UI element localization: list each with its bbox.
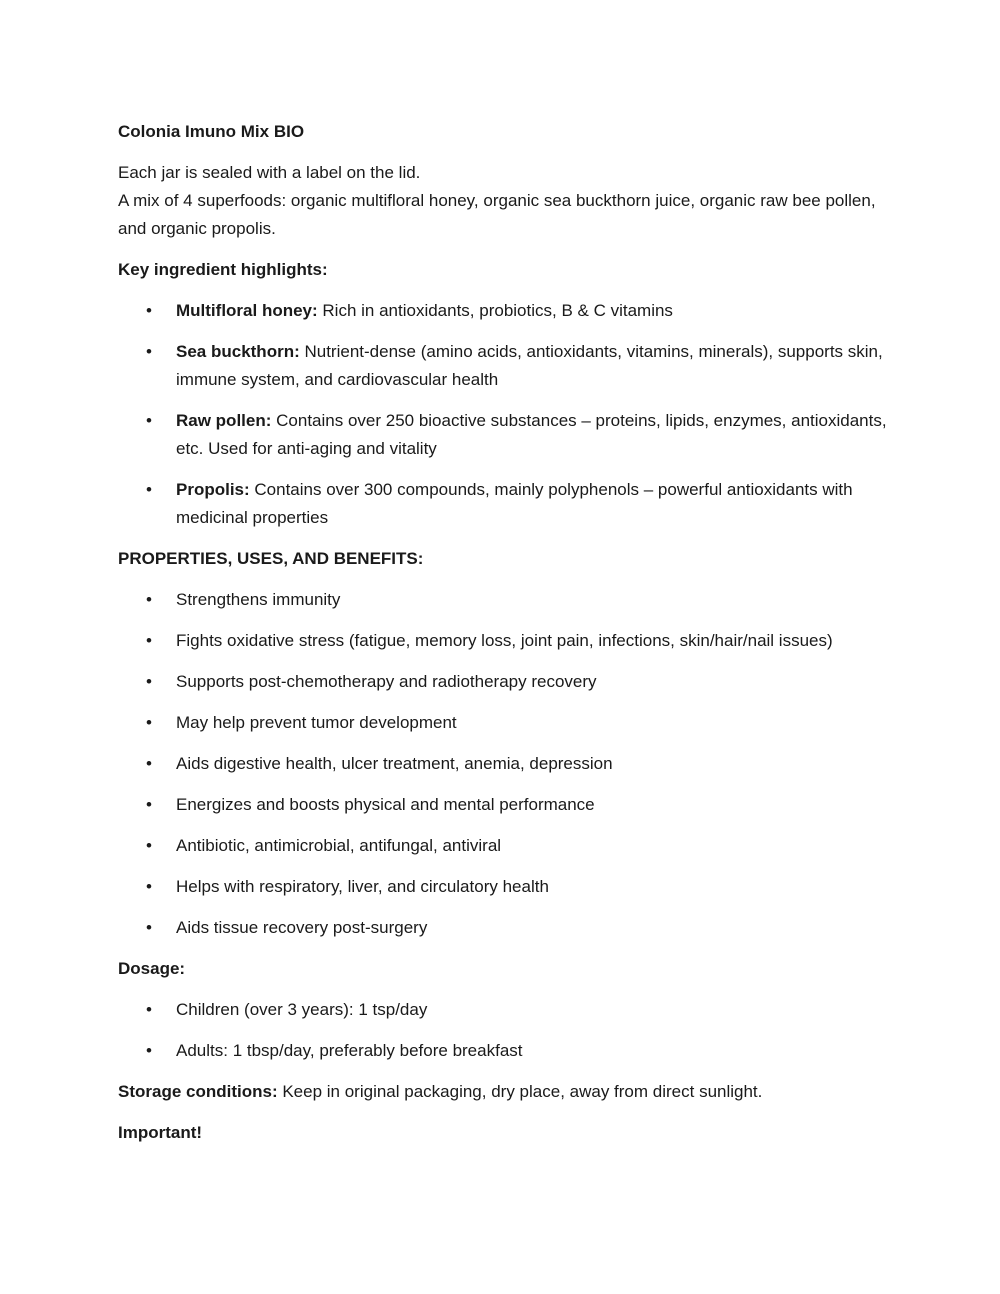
list-item	[118, 586, 888, 614]
bullet-icon: •	[146, 795, 152, 814]
storage-paragraph	[118, 1078, 888, 1106]
ingredient-label: Raw pollen:	[176, 411, 272, 430]
benefit-text: Strengthens immunity	[176, 590, 341, 609]
benefit-text: Aids tissue recovery post-surgery	[176, 918, 428, 937]
ingredients-heading: Key ingredient highlights:	[118, 260, 328, 279]
benefit-text: Fights oxidative stress (fatigue, memory loss, joint pain, infections, skin/hair/nail issues)	[176, 631, 833, 650]
benefits-heading: PROPERTIES, USES, AND BENEFITS:	[118, 549, 424, 568]
bullet-icon: •	[146, 590, 152, 609]
dosage-heading: Dosage:	[118, 959, 186, 978]
benefit-text: Aids digestive health, ulcer treatment, anemia, depression	[176, 754, 613, 773]
dosage-list	[118, 996, 888, 1065]
bullet-icon: •	[146, 713, 152, 732]
intro-line-1: Each jar is sealed with a label on the lid.	[118, 163, 421, 182]
list-item	[118, 1037, 888, 1065]
list-item	[118, 750, 888, 778]
list-item	[118, 914, 888, 942]
bullet-icon: •	[146, 672, 152, 691]
bullet-icon: •	[146, 877, 152, 896]
bullet-icon: •	[146, 1000, 152, 1019]
bullet-icon: •	[146, 754, 152, 773]
ingredient-label: Sea buckthorn:	[176, 342, 300, 361]
ingredient-text: Contains over 250 bioactive substances – proteins, lipids, enzymes, antioxidants, etc. Used for anti-aging and vitality	[176, 411, 887, 458]
bullet-icon: •	[146, 301, 152, 320]
list-item	[118, 297, 888, 325]
ingredient-text: Nutrient-dense (amino acids, antioxidants, vitamins, minerals), supports skin, immune system, and cardiovascular health	[176, 342, 883, 389]
benefit-text: Helps with respiratory, liver, and circulatory health	[176, 877, 549, 896]
bullet-icon: •	[146, 480, 152, 499]
intro-paragraph	[118, 159, 888, 243]
list-item	[118, 996, 888, 1024]
document-title: Colonia Imuno Mix BIO	[118, 122, 305, 141]
list-item	[118, 407, 888, 463]
benefit-text: Supports post-chemotherapy and radiotherapy recovery	[176, 672, 597, 691]
intro-line-2: A mix of 4 superfoods: organic multifloral honey, organic sea buckthorn juice, organic raw bee pollen, and organic propolis.	[118, 191, 876, 238]
ingredient-text: Contains over 300 compounds, mainly polyphenols – powerful antioxidants with medicinal properties	[176, 480, 853, 527]
bullet-icon: •	[146, 836, 152, 855]
ingredients-list	[118, 297, 888, 532]
benefits-list	[118, 586, 888, 942]
list-item	[118, 873, 888, 901]
bullet-icon: •	[146, 631, 152, 650]
benefit-text: May help prevent tumor development	[176, 713, 457, 732]
bullet-icon: •	[146, 342, 152, 361]
list-item	[118, 791, 888, 819]
important-heading: Important!	[118, 1123, 203, 1142]
list-item	[118, 832, 888, 860]
storage-text: Keep in original packaging, dry place, away from direct sunlight.	[277, 1082, 763, 1101]
benefit-text: Energizes and boosts physical and mental performance	[176, 795, 595, 814]
storage-label: Storage conditions:	[118, 1082, 278, 1101]
ingredient-label: Propolis:	[176, 480, 250, 499]
list-item	[118, 627, 888, 655]
bullet-icon: •	[146, 411, 152, 430]
list-item	[118, 476, 888, 532]
list-item	[118, 338, 888, 394]
ingredient-text: Rich in antioxidants, probiotics, B & C vitamins	[317, 301, 673, 320]
list-item	[118, 709, 888, 737]
benefit-text: Antibiotic, antimicrobial, antifungal, antiviral	[176, 836, 502, 855]
dosage-text: Adults: 1 tbsp/day, preferably before breakfast	[176, 1041, 523, 1060]
dosage-text: Children (over 3 years): 1 tsp/day	[176, 1000, 428, 1019]
bullet-icon: •	[146, 918, 152, 937]
bullet-icon: •	[146, 1041, 152, 1060]
document-page	[118, 118, 888, 1160]
ingredient-label: Multifloral honey:	[176, 301, 318, 320]
list-item	[118, 668, 888, 696]
